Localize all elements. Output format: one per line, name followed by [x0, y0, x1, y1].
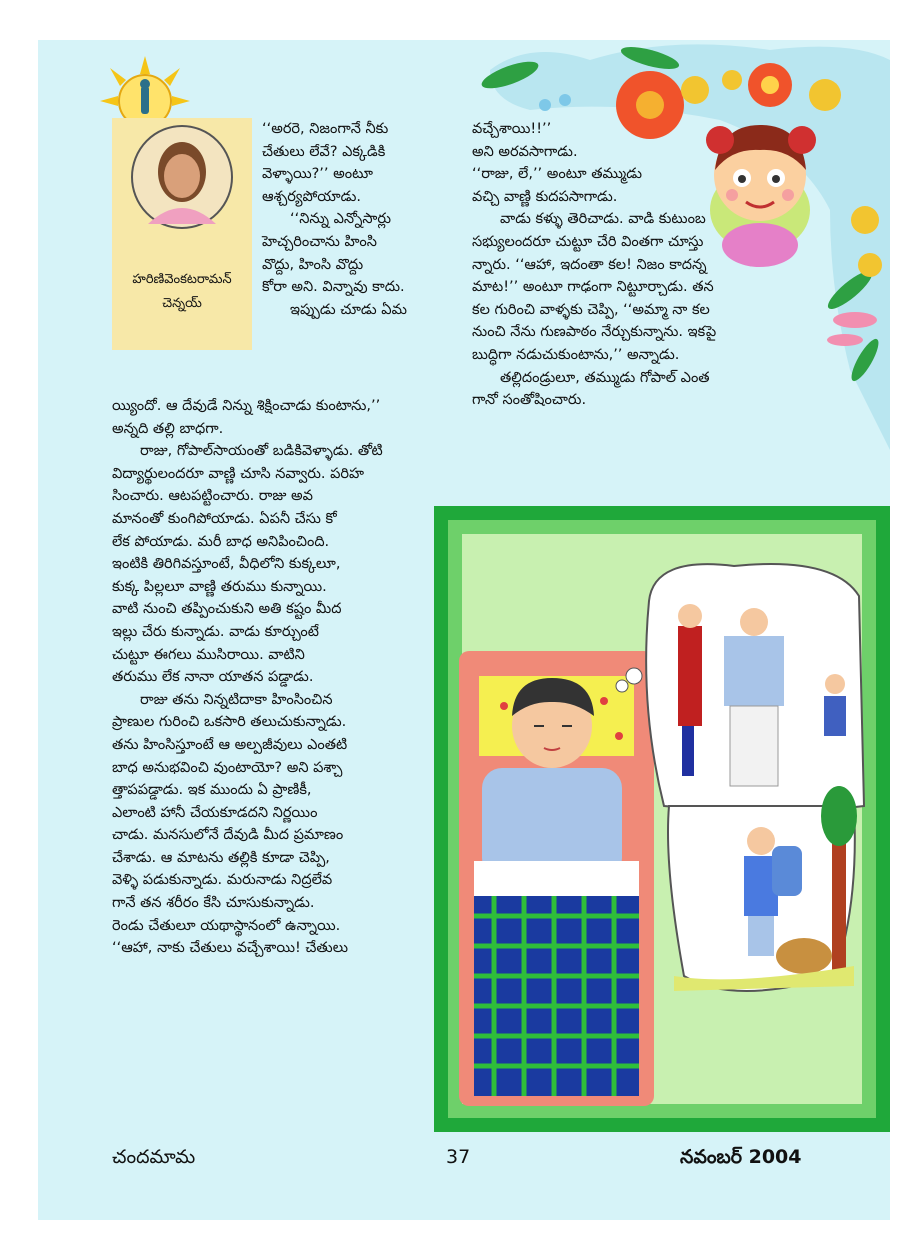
author-photo — [130, 124, 234, 230]
story-line: ‘‘నిన్ను ఎన్నోసార్లు — [290, 211, 391, 228]
story-line: రాజు తను నిన్నటిదాకా హింసించిన — [140, 691, 333, 708]
author-city: చెన్నయ్ — [162, 296, 202, 311]
story-line: గానే తన శరీరం కేసి చూసుకున్నాడు. — [112, 895, 315, 912]
story-line: ప్రాణుల గురించి ఒకసారి తలుచుకున్నాడు. — [112, 714, 347, 731]
issue-date: నవంబర్ 2004 — [680, 1146, 802, 1168]
author-credit — [112, 268, 252, 316]
story-line: ఇంటికి తిరిగివస్తూంటే, వీధిలోని కుక్కలూ, — [112, 556, 341, 573]
story-line: మానంతో కుంగిపోయాడు. ఏపనీ చేసు కో — [112, 510, 337, 527]
story-line: సించారు. ఆటపట్టించారు. రాజు అవ — [112, 488, 313, 505]
magazine-name: చందమామ — [112, 1146, 196, 1168]
story-column-2 — [472, 118, 812, 412]
story-line: వాడు కళ్ళు తెరిచాడు. వాడి కుటుంబ — [500, 211, 706, 228]
story-line: చేశాడు. ఆ మాటను తల్లికి కూడా చెప్పి, — [112, 849, 330, 866]
page-number: 37 — [446, 1146, 471, 1168]
story-line: విద్యార్థులందరూ వాణ్ణి చూసి నవ్వారు. పరిహ — [112, 465, 364, 482]
story-line: వాటి నుంచి తప్పించుకుని అతి కష్టం మీద — [112, 601, 342, 618]
story-line: అన్నది తల్లి బాధగా. — [112, 420, 224, 437]
story-illustration — [434, 506, 890, 1132]
story-line: సభ్యులందరూ చుట్టూ చేరి వింతగా చూస్తు — [472, 233, 704, 250]
story-line: త్తాపపడ్డాడు. ఇక ముందు ఏ ప్రాణికీ, — [112, 782, 312, 799]
story-line: న్నారు. ‘‘ఆహా, ఇదంతా కల! నిజం కాదన్న — [472, 256, 707, 273]
story-column-1-body — [112, 395, 424, 960]
story-line: నుంచి నేను గుణపాఠం నేర్చుకున్నాను. ఇకపై — [472, 324, 717, 341]
story-line: ఇల్లు చేరు కున్నాడు. వాడు కూర్చుంటే — [112, 623, 319, 640]
story-line: య్యిందో. ఆ దేవుడే నిన్ను శిక్షించాడు కుంటాను,’’ — [112, 398, 381, 414]
story-line: తరుము లేక నానా యాతన పడ్డాడు. — [112, 669, 314, 686]
author-name: హరిణివెంకటరామన్ — [132, 272, 232, 287]
story-line: తల్లిదండ్రులూ, తమ్ముడు గోపాల్ ఎంత — [500, 369, 710, 386]
story-line: బాధ అనుభవించి వుంటాయో? అని పశ్చా — [112, 759, 343, 776]
story-line: ఎలాంటి హానీ చేయకూడదని నిర్ణయిం — [112, 804, 318, 821]
story-line: వెళ్ళాయి?’’ అంటూ — [262, 166, 373, 183]
story-line: రెండు చేతులూ యథాస్థానంలో ఉన్నాయి. — [112, 917, 341, 934]
story-line: ‘‘రాజు, లే,’’ అంటూ తమ్ముడు — [472, 166, 643, 183]
story-line: ఇప్పుడు చూడు ఏమ — [290, 301, 407, 318]
story-line: గానో సంతోషించారు. — [472, 392, 587, 409]
story-line: కల గురించి వాళ్ళకు చెప్పి, ‘‘అమ్మా నా కల — [472, 301, 710, 318]
story-line: చేతులు లేవే? ఎక్కడికి — [262, 143, 386, 160]
story-line: బుద్ధిగా నడుచుకుంటాను,’’ అన్నాడు. — [472, 346, 680, 363]
story-line: రాజు, గోపాల్‌సాయంతో బడికివెళ్ళాడు. తోటి — [140, 443, 383, 460]
story-line: ‘‘అరరె, నిజంగానే నీకు — [262, 121, 389, 137]
story-line: కుక్క పిల్లలూ వాణ్ణి తరుము కున్నాయి. — [112, 578, 327, 595]
story-line: మాట!’’ అంటూ గాఢంగా నిట్టూర్చాడు. తన — [472, 279, 714, 296]
story-line: వచ్చి వాణ్ణి కుదపసాగాడు. — [472, 188, 618, 205]
story-line: ‘‘ఆహా, నాకు చేతులు వచ్చేశాయి! చేతులు — [112, 940, 349, 957]
story-line: కోరా అని. విన్నావు కాదు. — [262, 279, 405, 296]
story-line: హెచ్చరించాను హింసి — [262, 233, 377, 250]
story-line: లేక పోయాడు. మరీ బాధ అనిపించింది. — [112, 533, 330, 550]
story-line: వచ్చేశాయి!!’’ — [472, 121, 552, 137]
story-line: వెళ్ళి పడుకున్నాడు. మరునాడు నిద్రలేవ — [112, 872, 333, 889]
story-line: ఆశ్చర్యపోయాడు. — [262, 188, 361, 205]
story-column-1-top — [262, 118, 462, 321]
story-line: తను హింసిస్తూంటే ఆ అల్పజీవులు ఎంతటి — [112, 736, 348, 753]
story-line: చాడు. మనసులోనే దేవుడి మీద ప్రమాణం — [112, 827, 344, 844]
sun-emblem-icon — [100, 56, 190, 126]
story-line: అని అరవసాగాడు. — [472, 143, 578, 160]
story-line: చుట్టూ ఈగలు ముసిరాయి. వాటిని — [112, 646, 305, 663]
story-line: వొద్దు, హింసి వొద్దు — [262, 256, 364, 273]
author-box — [112, 118, 252, 350]
